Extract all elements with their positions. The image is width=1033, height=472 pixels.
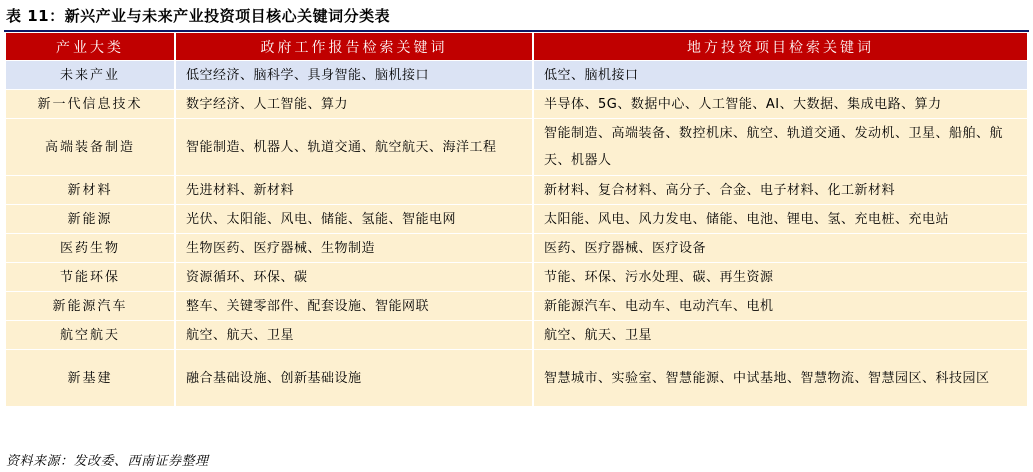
category-cell: 医药生物: [6, 234, 176, 263]
category-cell: 未来产业: [6, 61, 176, 90]
table-row: [6, 205, 1027, 234]
table-row: [6, 321, 1027, 350]
table-row: [6, 350, 1027, 407]
gov-keywords-cell: 低空经济、脑科学、具身智能、脑机接口: [176, 61, 534, 90]
gov-keywords-cell: 数字经济、人工智能、算力: [176, 90, 534, 119]
table-row: [6, 90, 1027, 119]
table-row: [6, 119, 1027, 176]
gov-keywords-cell: 资源循环、环保、碳: [176, 263, 534, 292]
table-title: 表 11：新兴产业与未来产业投资项目核心关键词分类表: [6, 7, 391, 25]
local-keywords-cell: 医药、医疗器械、医疗设备: [534, 234, 1027, 263]
category-cell: 新材料: [6, 176, 176, 205]
gov-keywords-cell: 生物医药、医疗器械、生物制造: [176, 234, 534, 263]
gov-keywords-cell: 智能制造、机器人、轨道交通、航空航天、海洋工程: [176, 119, 534, 176]
local-keywords-cell: 节能、环保、污水处理、碳、再生资源: [534, 263, 1027, 292]
local-keywords-cell: 智慧城市、实验室、智慧能源、中试基地、智慧物流、智慧园区、科技园区: [534, 350, 1027, 407]
category-cell: 新能源汽车: [6, 292, 176, 321]
table-row: [6, 263, 1027, 292]
table-row: [6, 292, 1027, 321]
header-category: 产业大类: [6, 33, 176, 61]
category-cell: 新能源: [6, 205, 176, 234]
local-keywords-cell: 低空、脑机接口: [534, 61, 1027, 90]
local-keywords-cell: 新能源汽车、电动车、电动汽车、电机: [534, 292, 1027, 321]
header-local-keywords: 地方投资项目检索关键词: [534, 33, 1027, 61]
title-divider: [4, 30, 1029, 32]
local-keywords-cell: 太阳能、风电、风力发电、储能、电池、锂电、氢、充电桩、充电站: [534, 205, 1027, 234]
gov-keywords-cell: 光伏、太阳能、风电、储能、氢能、智能电网: [176, 205, 534, 234]
gov-keywords-cell: 航空、航天、卫星: [176, 321, 534, 350]
gov-keywords-cell: 融合基础设施、创新基础设施: [176, 350, 534, 407]
category-cell: 节能环保: [6, 263, 176, 292]
local-keywords-cell: 航空、航天、卫星: [534, 321, 1027, 350]
category-cell: 高端装备制造: [6, 119, 176, 176]
category-cell: 新基建: [6, 350, 176, 407]
header-row: [6, 33, 1027, 61]
category-cell: 航空航天: [6, 321, 176, 350]
local-keywords-cell: 新材料、复合材料、高分子、合金、电子材料、化工新材料: [534, 176, 1027, 205]
source-note: 资料来源：发改委、西南证券整理: [6, 454, 209, 469]
keyword-table: [6, 33, 1027, 407]
table-row: [6, 234, 1027, 263]
gov-keywords-cell: 整车、关键零部件、配套设施、智能网联: [176, 292, 534, 321]
table-row: [6, 176, 1027, 205]
table-row: [6, 61, 1027, 90]
gov-keywords-cell: 先进材料、新材料: [176, 176, 534, 205]
header-gov-keywords: 政府工作报告检索关键词: [176, 33, 534, 61]
local-keywords-cell: 智能制造、高端装备、数控机床、航空、轨道交通、发动机、卫星、船舶、航天、机器人: [534, 119, 1027, 176]
local-keywords-cell: 半导体、5G、数据中心、人工智能、AI、大数据、集成电路、算力: [534, 90, 1027, 119]
category-cell: 新一代信息技术: [6, 90, 176, 119]
